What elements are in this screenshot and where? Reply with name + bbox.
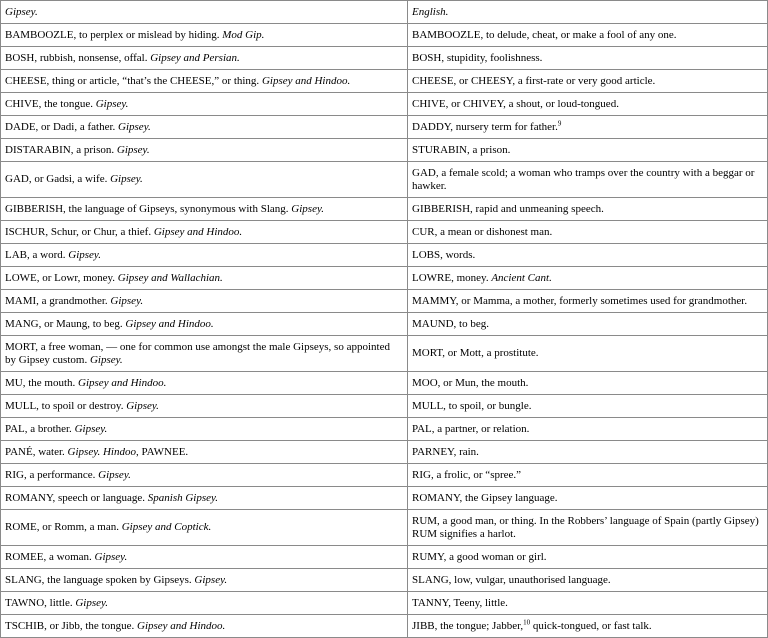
english-cell [408, 198, 768, 221]
gipsey-source: Gipsey and Hindoo. [125, 317, 214, 330]
gipsey-source: Gipsey. [118, 120, 151, 133]
english-source: Ancient Cant. [491, 271, 552, 284]
gipsey-cell [1, 487, 408, 510]
table-row [1, 464, 768, 487]
gipsey-source: Gipsey. [75, 596, 109, 609]
gipsey-source: Gipsey and Wallachian. [117, 271, 223, 284]
table-row [1, 592, 768, 615]
header-gipsey-text: Gipsey. [5, 5, 38, 18]
english-definition: PAL, a partner, or relation. [412, 422, 530, 435]
english-cell [408, 546, 768, 569]
gipsey-cell [1, 395, 408, 418]
english-cell [408, 418, 768, 441]
gipsey-source: Mod Gip. [222, 28, 265, 41]
english-cell [408, 139, 768, 162]
gipsey-cell [1, 267, 408, 290]
english-cell [408, 372, 768, 395]
gipsey-cell [1, 569, 408, 592]
table-row [1, 336, 768, 372]
english-definition: CUR, a mean or dishonest man. [412, 225, 553, 238]
gipsey-cell [1, 162, 408, 198]
gipsey-source: Gipsey. [291, 202, 324, 215]
gipsey-source: Gipsey and Persian. [150, 51, 240, 64]
gipsey-definition: PAL, a brother. [5, 422, 75, 435]
gipsey-cell [1, 615, 408, 638]
english-definition: LOBS, words. [412, 248, 476, 261]
english-cell [408, 267, 768, 290]
english-cell [408, 464, 768, 487]
gipsey-source: Gipsey. [194, 573, 228, 586]
table-body [1, 1, 768, 638]
table-row [1, 290, 768, 313]
gipsey-definition-tail: , PAWNEE. [136, 445, 189, 458]
gipsey-definition: MU, the mouth. [5, 376, 79, 389]
gipsey-source: Gipsey. [116, 143, 150, 156]
gipsey-source: Gipsey and Hindoo. [261, 74, 351, 87]
gipsey-definition: BAMBOOZLE, to perplex or mislead by hiding. [5, 28, 223, 41]
gipsey-definition: DISTARABIN, a prison. [5, 143, 117, 156]
header-english [408, 1, 768, 24]
english-definition: RUM, a good man, or thing. In the Robbers’ language of Spain (partly Gipsey) RUM signifies a harlot. [412, 514, 759, 540]
english-cell [408, 221, 768, 244]
english-cell [408, 313, 768, 336]
english-definition: CHIVE, or CHIVEY, a shout, or loud-tongued. [412, 97, 619, 110]
gipsey-definition: DADE, or Dadi, a father. [5, 120, 119, 133]
gipsey-source: Gipsey and Hindoo. [137, 619, 226, 632]
gipsey-cell [1, 290, 408, 313]
english-definition: MULL, to spoil, or bungle. [412, 399, 532, 412]
english-definition-tail: quick-tongued, or fast talk. [530, 619, 652, 632]
table-row [1, 162, 768, 198]
gipsey-source: Gipsey and Coptick. [121, 521, 212, 533]
table-row [1, 267, 768, 290]
english-cell [408, 116, 768, 139]
gipsey-source: Gipsey. [74, 422, 108, 435]
english-definition: LOWRE, money. [412, 271, 492, 284]
gipsey-definition: GAD, or Gadsi, a wife. [5, 173, 111, 185]
table-row [1, 70, 768, 93]
gipsey-cell [1, 93, 408, 116]
table-row [1, 395, 768, 418]
gipsey-definition: BOSH, rubbish, nonsense, offal. [5, 51, 151, 64]
gipsey-source: Spanish Gipsey. [147, 491, 219, 504]
gipsey-cell [1, 418, 408, 441]
footnote-ref: 10 [523, 617, 531, 626]
table-row [1, 93, 768, 116]
table-row [1, 510, 768, 546]
english-cell [408, 510, 768, 546]
table-row [1, 198, 768, 221]
gipsey-cell [1, 47, 408, 70]
gipsey-definition: CHIVE, the tongue. [5, 97, 96, 110]
gipsey-definition: LOWE, or Lowr, money. [5, 271, 118, 284]
gipsey-cell [1, 70, 408, 93]
english-cell [408, 24, 768, 47]
english-definition: TANNY, Teeny, little. [412, 596, 508, 609]
gipsey-definition: PANÉ, water. [5, 445, 68, 458]
english-cell [408, 93, 768, 116]
table-row [1, 569, 768, 592]
english-definition: CHEESE, or CHEESY, a first-rate or very good article. [412, 74, 656, 87]
gipsey-definition: RIG, a performance. [5, 468, 99, 481]
gipsey-cell [1, 313, 408, 336]
gipsey-source: Gipsey. [126, 399, 159, 412]
gipsey-cell [1, 116, 408, 139]
english-definition: BAMBOOZLE, to delude, cheat, or make a fool of any one. [412, 28, 677, 41]
gipsey-cell [1, 24, 408, 47]
english-definition: MAMMY, or Mamma, a mother, formerly sometimes used for grandmother. [412, 294, 748, 307]
english-definition: RUMY, a good woman or girl. [412, 550, 547, 563]
english-definition: STURABIN, a prison. [412, 143, 511, 156]
header-gipsey [1, 1, 408, 24]
gipsey-cell [1, 336, 408, 372]
table-row [1, 221, 768, 244]
gipsey-cell [1, 244, 408, 267]
english-definition: JIBB, the tongue; Jabber, [412, 619, 524, 632]
gipsey-cell [1, 464, 408, 487]
table-row [1, 47, 768, 70]
english-definition: RIG, a frolic, or “spree.” [412, 468, 522, 481]
table-row [1, 615, 768, 638]
table-row [1, 546, 768, 569]
english-definition: MAUND, to beg. [412, 317, 489, 330]
english-definition: MORT, or Mott, a prostitute. [412, 347, 539, 359]
english-definition: DADDY, nursery term for father. [412, 120, 558, 133]
gipsey-definition: LAB, a word. [5, 248, 69, 261]
english-cell [408, 441, 768, 464]
english-cell [408, 162, 768, 198]
gipsey-cell [1, 372, 408, 395]
english-definition: ROMANY, the Gipsey language. [412, 491, 558, 504]
table-row [1, 441, 768, 464]
english-cell [408, 47, 768, 70]
gipsey-cell [1, 441, 408, 464]
table-row [1, 116, 768, 139]
gipsey-source: Gipsey. Hindoo [67, 445, 136, 458]
english-definition: BOSH, stupidity, foolishness. [412, 51, 543, 64]
gipsey-definition: MORT, a free woman, — one for common use amongst the male Gipseys, so appointed by Gipsey custom. [5, 340, 390, 366]
english-definition: GIBBERISH, rapid and unmeaning speech. [412, 202, 604, 215]
table-row [1, 418, 768, 441]
gipsey-definition: MANG, or Maung, to beg. [5, 317, 126, 330]
gipsey-definition: GIBBERISH, the language of Gipseys, synonymous with Slang. [5, 202, 292, 215]
gipsey-source: Gipsey and Hindoo. [78, 376, 167, 389]
english-definition: PARNEY, rain. [412, 445, 479, 458]
gipsey-definition: TAWNO, little. [5, 596, 76, 609]
gipsey-source: Gipsey. [89, 353, 123, 366]
gipsey-source: Gipsey. [68, 248, 101, 261]
gipsey-definition: ROME, or Romm, a man. [5, 521, 122, 533]
english-cell [408, 615, 768, 638]
gipsey-definition: ROMANY, speech or language. [5, 491, 148, 504]
english-cell [408, 244, 768, 267]
table-row [1, 24, 768, 47]
gipsey-source: Gipsey. [110, 173, 143, 185]
english-cell [408, 336, 768, 372]
gipsey-definition: SLANG, the language spoken by Gipseys. [5, 573, 195, 586]
english-definition: MOO, or Mun, the mouth. [412, 376, 529, 389]
english-cell [408, 569, 768, 592]
gipsey-source: Gipsey. [94, 550, 128, 563]
table-row [1, 313, 768, 336]
footnote-ref: 9 [557, 118, 562, 127]
gipsey-definition: TSCHIB, or Jibb, the tongue. [5, 619, 137, 632]
english-cell [408, 70, 768, 93]
gipsey-source: Gipsey. [98, 468, 131, 481]
gipsey-cell [1, 198, 408, 221]
table-row [1, 244, 768, 267]
table-row [1, 372, 768, 395]
gipsey-definition: ISCHUR, Schur, or Chur, a thief. [5, 225, 154, 238]
english-cell [408, 395, 768, 418]
gipsey-cell [1, 592, 408, 615]
english-definition: SLANG, low, vulgar, unauthorised language. [412, 573, 611, 586]
gipsey-source: Gipsey and Hindoo. [153, 225, 243, 238]
english-cell [408, 290, 768, 313]
english-cell [408, 487, 768, 510]
gipsey-definition: ROMEE, a woman. [5, 550, 95, 563]
gipsey-definition: MULL, to spoil or destroy. [5, 399, 127, 412]
gipsey-definition: MAMI, a grandmother. [5, 294, 111, 307]
table-row [1, 139, 768, 162]
gipsey-definition: CHEESE, thing or article, “that’s the CHEESE,” or thing. [5, 74, 262, 87]
gipsey-source: Gipsey. [95, 97, 129, 110]
gipsey-cell [1, 139, 408, 162]
english-definition: GAD, a female scold; a woman who tramps over the country with a beggar or hawker. [412, 166, 755, 192]
header-row [1, 1, 768, 24]
gipsey-source: Gipsey. [110, 294, 144, 307]
table-row [1, 487, 768, 510]
english-cell [408, 592, 768, 615]
header-english-text: English. [412, 5, 449, 18]
gipsey-cell [1, 510, 408, 546]
gipsey-cell [1, 221, 408, 244]
gipsey-cell [1, 546, 408, 569]
